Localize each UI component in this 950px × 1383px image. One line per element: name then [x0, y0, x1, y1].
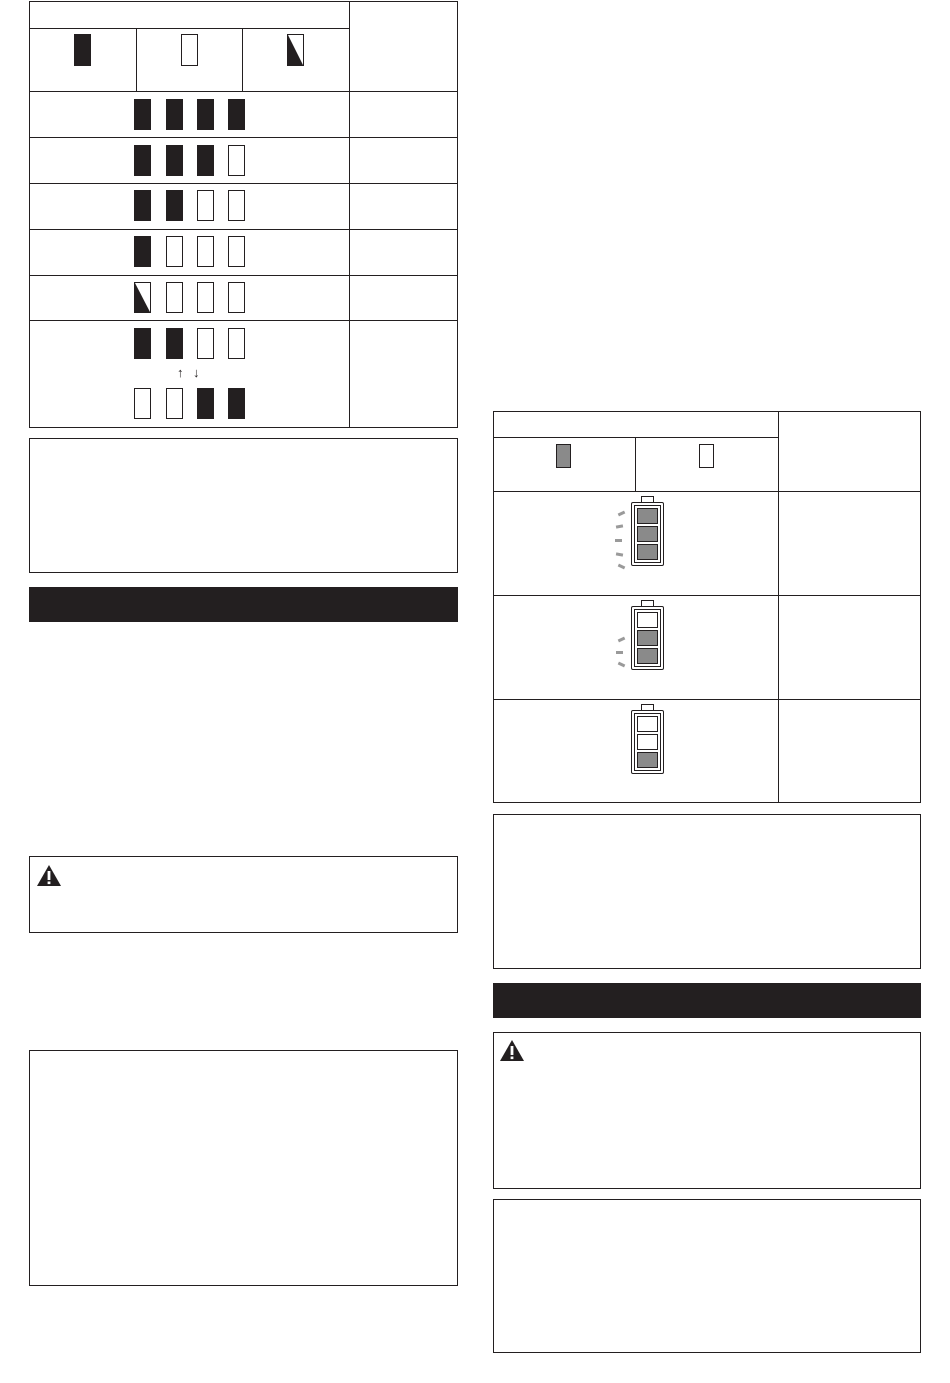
legend-blinking-indicator-icon: [287, 34, 304, 66]
note-box: [29, 1050, 458, 1286]
note-box: [29, 438, 458, 573]
battery-level-segment-white-icon: [637, 734, 658, 750]
arrow-up-icon: ↑: [177, 365, 184, 380]
battery-segment-off-icon: [228, 236, 245, 267]
table-column-divider: [778, 411, 779, 803]
legend-off-indicator-icon: [181, 34, 198, 66]
blink-ray-icon: [615, 539, 622, 542]
warning-triangle-icon: [36, 864, 62, 887]
battery-segment-off-icon: [166, 282, 183, 313]
battery-segment-lit-icon: [134, 328, 151, 359]
note-box: [493, 814, 921, 969]
warning-box: [29, 856, 458, 933]
battery-segment-off-icon: [197, 236, 214, 267]
warning-triangle-icon: [499, 1039, 525, 1062]
battery-segment-blinking-icon: [134, 282, 151, 313]
battery-segment-lit-icon: [197, 145, 214, 176]
battery-level-segment-white-icon: [637, 716, 658, 732]
battery-segment-lit-icon: [166, 99, 183, 130]
battery-level-segment-white-icon: [637, 612, 658, 628]
battery-segment-lit-icon: [228, 99, 245, 130]
battery-segment-lit-icon: [166, 328, 183, 359]
battery-segment-lit-icon: [134, 99, 151, 130]
table-header-divider: [29, 28, 349, 29]
battery-level-segment-gray-icon: [637, 526, 658, 542]
note-box: [493, 1199, 921, 1353]
battery-segment-lit-icon: [134, 236, 151, 267]
battery-segment-off-icon: [197, 282, 214, 313]
battery-segment-off-icon: [228, 145, 245, 176]
legend-lit-indicator-icon: [74, 34, 91, 66]
battery-level-segment-gray-icon: [637, 508, 658, 524]
battery-segment-lit-icon: [166, 145, 183, 176]
battery-segment-lit-icon: [197, 388, 214, 419]
table-column-divider: [349, 1, 350, 428]
section-header-bar: [29, 587, 458, 622]
battery-segment-off-icon: [166, 388, 183, 419]
battery-segment-lit-icon: [228, 388, 245, 419]
battery-level-segment-gray-icon: [637, 752, 658, 768]
battery-level-segment-gray-icon: [637, 544, 658, 560]
battery-segment-off-icon: [134, 388, 151, 419]
battery-segment-off-icon: [197, 190, 214, 221]
battery-segment-lit-icon: [166, 190, 183, 221]
battery-segment-off-icon: [228, 282, 245, 313]
legend-lit-indicator-icon: [556, 444, 571, 468]
battery-segment-off-icon: [228, 190, 245, 221]
battery-level-segment-gray-icon: [637, 648, 658, 664]
battery-segment-off-icon: [228, 328, 245, 359]
battery-segment-lit-icon: [197, 99, 214, 130]
tool-indicator-table: [493, 411, 921, 803]
battery-segment-lit-icon: [134, 190, 151, 221]
arrow-down-icon: ↓: [193, 365, 200, 380]
battery-segment-off-icon: [166, 236, 183, 267]
blink-ray-icon: [616, 651, 623, 654]
battery-level-segment-gray-icon: [637, 630, 658, 646]
warning-box: [493, 1032, 921, 1189]
battery-segment-off-icon: [197, 328, 214, 359]
battery-segment-lit-icon: [134, 145, 151, 176]
legend-off-indicator-icon: [699, 444, 714, 468]
section-header-bar: [493, 983, 921, 1018]
